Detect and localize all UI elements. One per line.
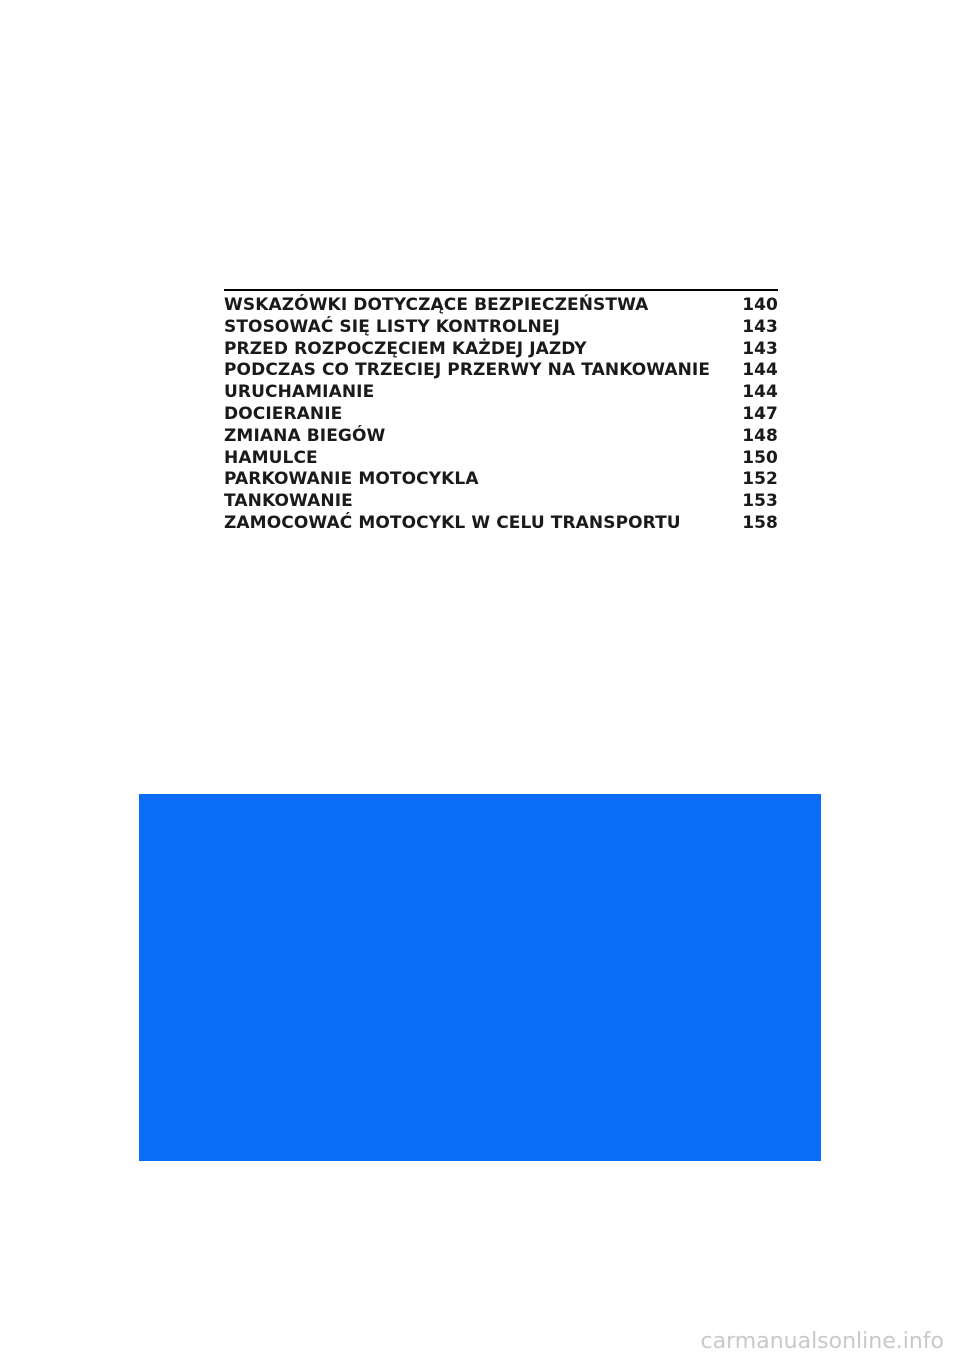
toc-entry-title: HAMULCE [224,447,318,468]
toc-entry-title: ZMIANA BIEGÓW [224,425,386,446]
blue-panel [139,794,821,1161]
toc-entry-page: 150 [742,447,778,468]
toc-entry-page: 147 [742,403,778,424]
toc-entry[interactable] [224,360,778,382]
toc-entry-page: 143 [742,338,778,359]
toc-entry-page: 152 [742,469,778,490]
toc-entry-title: DOCIERANIE [224,403,343,424]
toc-entry[interactable] [224,426,778,448]
toc-entry-title: PRZED ROZPOCZĘCIEM KAŻDEJ JAZDY [224,338,587,359]
toc-entry-title: STOSOWAĆ SIĘ LISTY KONTROLNEJ [224,316,560,337]
toc-entry-page: 140 [742,295,778,315]
toc-entry-title: PARKOWANIE MOTOCYKLA [224,469,479,490]
toc-entry-page: 144 [742,382,778,403]
toc-entry-page: 158 [742,512,778,533]
watermark-text: carmanualsonline.info [700,1329,944,1354]
toc-entry[interactable] [224,382,778,404]
table-of-contents [224,289,778,535]
toc-entry-title: ZAMOCOWAĆ MOTOCYKL W CELU TRANSPORTU [224,512,681,533]
toc-entry-title: WSKAZÓWKI DOTYCZĄCE BEZPIECZEŃSTWA [224,295,649,315]
toc-entry[interactable] [224,317,778,339]
toc-entry-title: TANKOWANIE [224,491,353,512]
toc-entry-title: PODCZAS CO TRZECIEJ PRZERWY NA TANKOWANIE [224,360,711,381]
toc-entry[interactable] [224,513,778,535]
toc-entry-page: 148 [742,425,778,446]
toc-entry[interactable] [224,491,778,513]
toc-entry-page: 153 [742,491,778,512]
toc-top-rule [224,289,778,291]
toc-entry[interactable] [224,295,778,317]
toc-entry-page: 143 [742,316,778,337]
toc-entry-page: 144 [742,360,778,381]
toc-list [224,295,778,535]
toc-entry[interactable] [224,448,778,470]
toc-entry-title: URUCHAMIANIE [224,382,375,403]
toc-entry[interactable] [224,404,778,426]
toc-entry[interactable] [224,339,778,361]
toc-entry[interactable] [224,469,778,491]
